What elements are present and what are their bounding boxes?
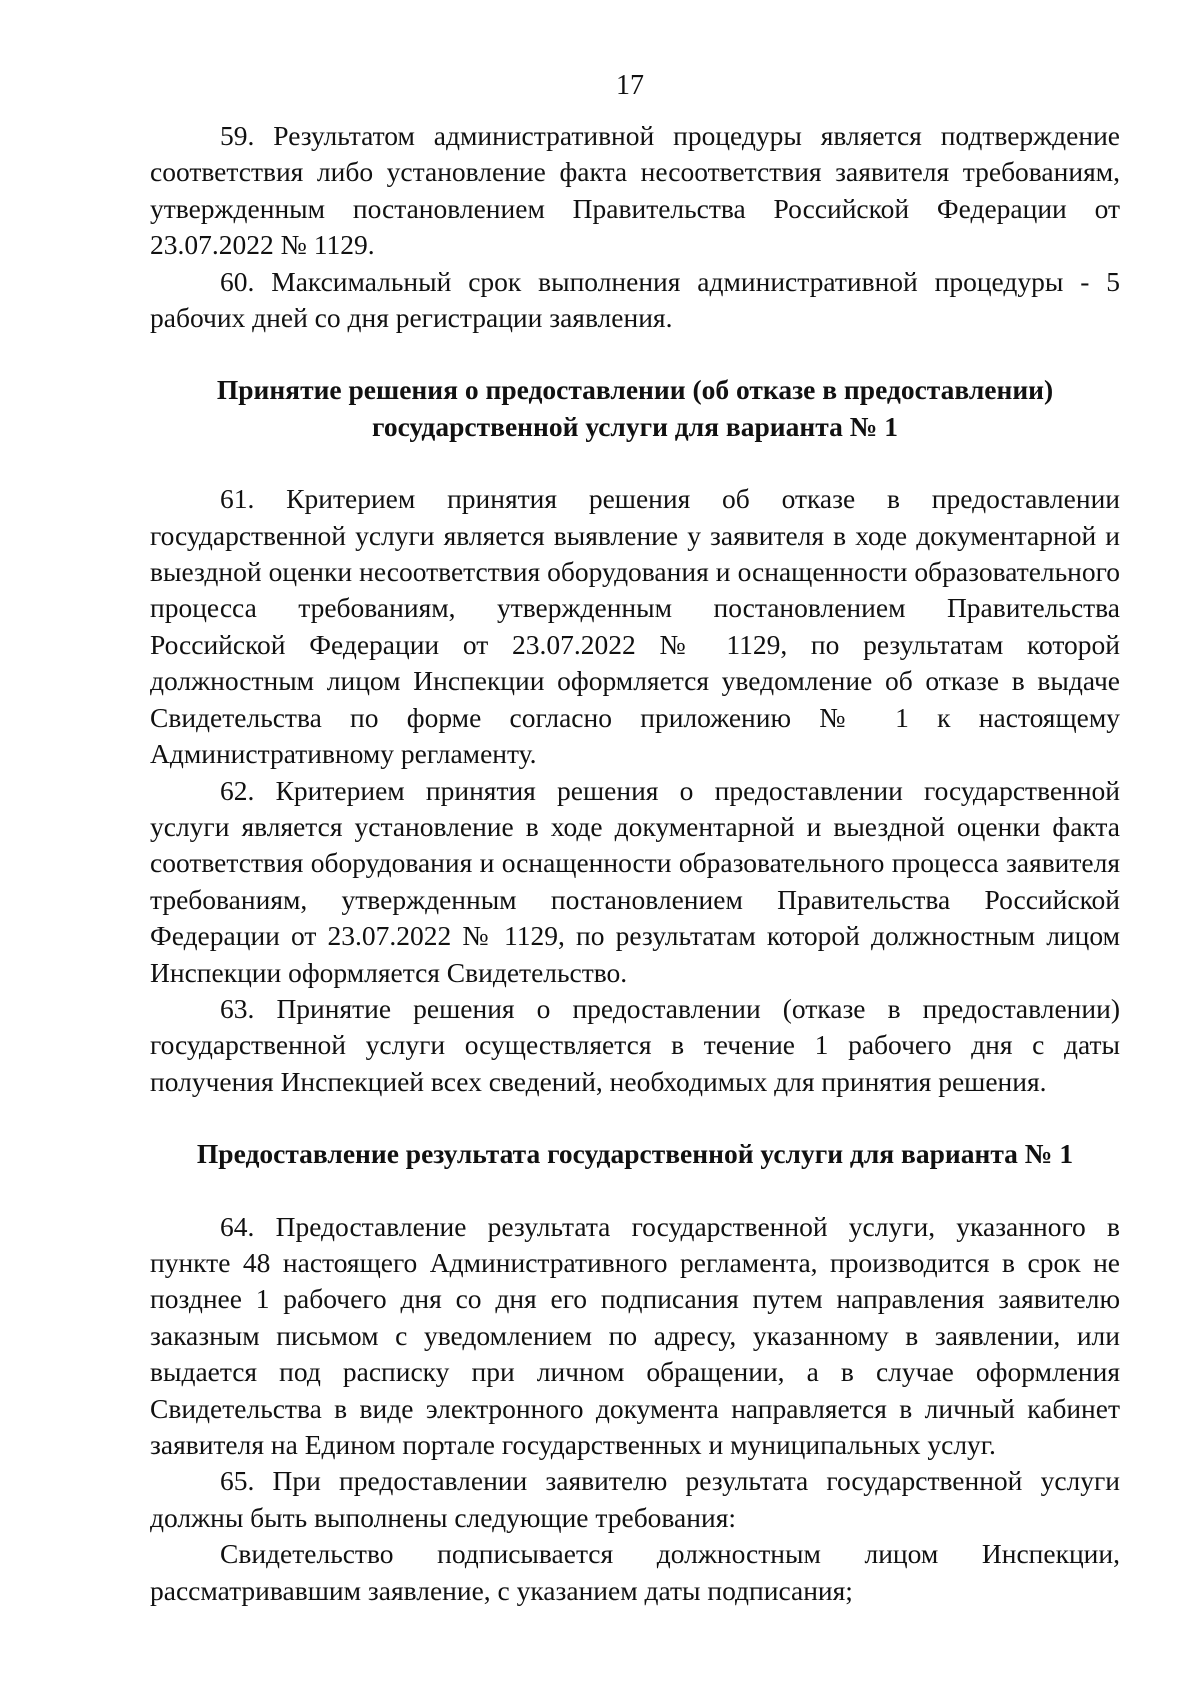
paragraph-62: 62. Критерием принятия решения о предоставлении государственной услуги является установление в ходе документарной и выездной оценки факта соответствия оборудования и оснащенности образовательного процесса заявителя требованиям, утвержденным постановлением Правительства Российской Федерации от 23.07.2022 № 1129, по результатам которой должностным лицом Инспекции оформляется Свидетельство.: [150, 774, 1120, 988]
paragraph-64: 64. Предоставление результата государственной услуги, указанного в пункте 48 настоящего Административного регламента, производится в срок не позднее 1 рабочего дня со дня его подписания путем направления заявителю заказным письмом с уведомлением по адресу, указанному в заявлении, или выдается под расписку при личном обращении, а в случае оформления Свидетельства в виде электронного документа направляется в личный кабинет заявителя на Едином портале государственных и муниципальных услуг.: [150, 1210, 1120, 1460]
paragraph-65: 65. При предоставлении заявителю результата государственной услуги должны быть выполнены следующие требования:: [150, 1465, 1120, 1533]
document-body: [150, 118, 1120, 1609]
section-heading-result: Предоставление результата государственной услуги для варианта № 1: [196, 1138, 1074, 1170]
page-number: 17: [616, 70, 644, 101]
spacer: [150, 336, 1120, 372]
spacer: [150, 1173, 1120, 1209]
paragraph-61: 61. Критерием принятия решения об отказе в предоставлении государственной услуги является выявление у заявителя в ходе документарной и выездной оценки несоответствия оборудования и оснащенности образовательного процесса требованиям, утвержденным постановлением Правительства Российской Федерации от 23.07.2022 № 1129, по результатам которой должностным лицом Инспекции оформляется уведомление об отказе в выдаче Свидетельства по форме согласно приложению № 1 к настоящему Административному регламенту.: [150, 483, 1120, 770]
paragraph-59: 59. Результатом административной процедуры является подтверждение соответствия либо установление факта несоответствия заявителя требованиям, утвержденным постановлением Правительства Российской Федерации от 23.07.2022 № 1129.: [150, 120, 1120, 261]
spacer: [150, 1100, 1120, 1136]
paragraph-63: 63. Принятие решения о предоставлении (отказе в предоставлении) государственной услуги осуществляется в течение 1 рабочего дня с даты получения Инспекцией всех сведений, необходимых для принятия решения.: [150, 992, 1120, 1097]
section-heading-decision: [150, 372, 1120, 445]
paragraph-60: 60. Максимальный срок выполнения административной процедуры - 5 рабочих дней со дня регистрации заявления.: [150, 265, 1120, 334]
spacer: [150, 445, 1120, 481]
section-heading-decision-line-1: Принятие решения о предоставлении (об отказе в предоставлении): [216, 374, 1054, 406]
section-heading-decision-line-2: государственной услуги для варианта № 1: [372, 410, 898, 442]
paragraph-65-item: Свидетельство подписывается должностным лицом Инспекции, рассматривавшим заявление, с указанием даты подписания;: [150, 1538, 1120, 1606]
